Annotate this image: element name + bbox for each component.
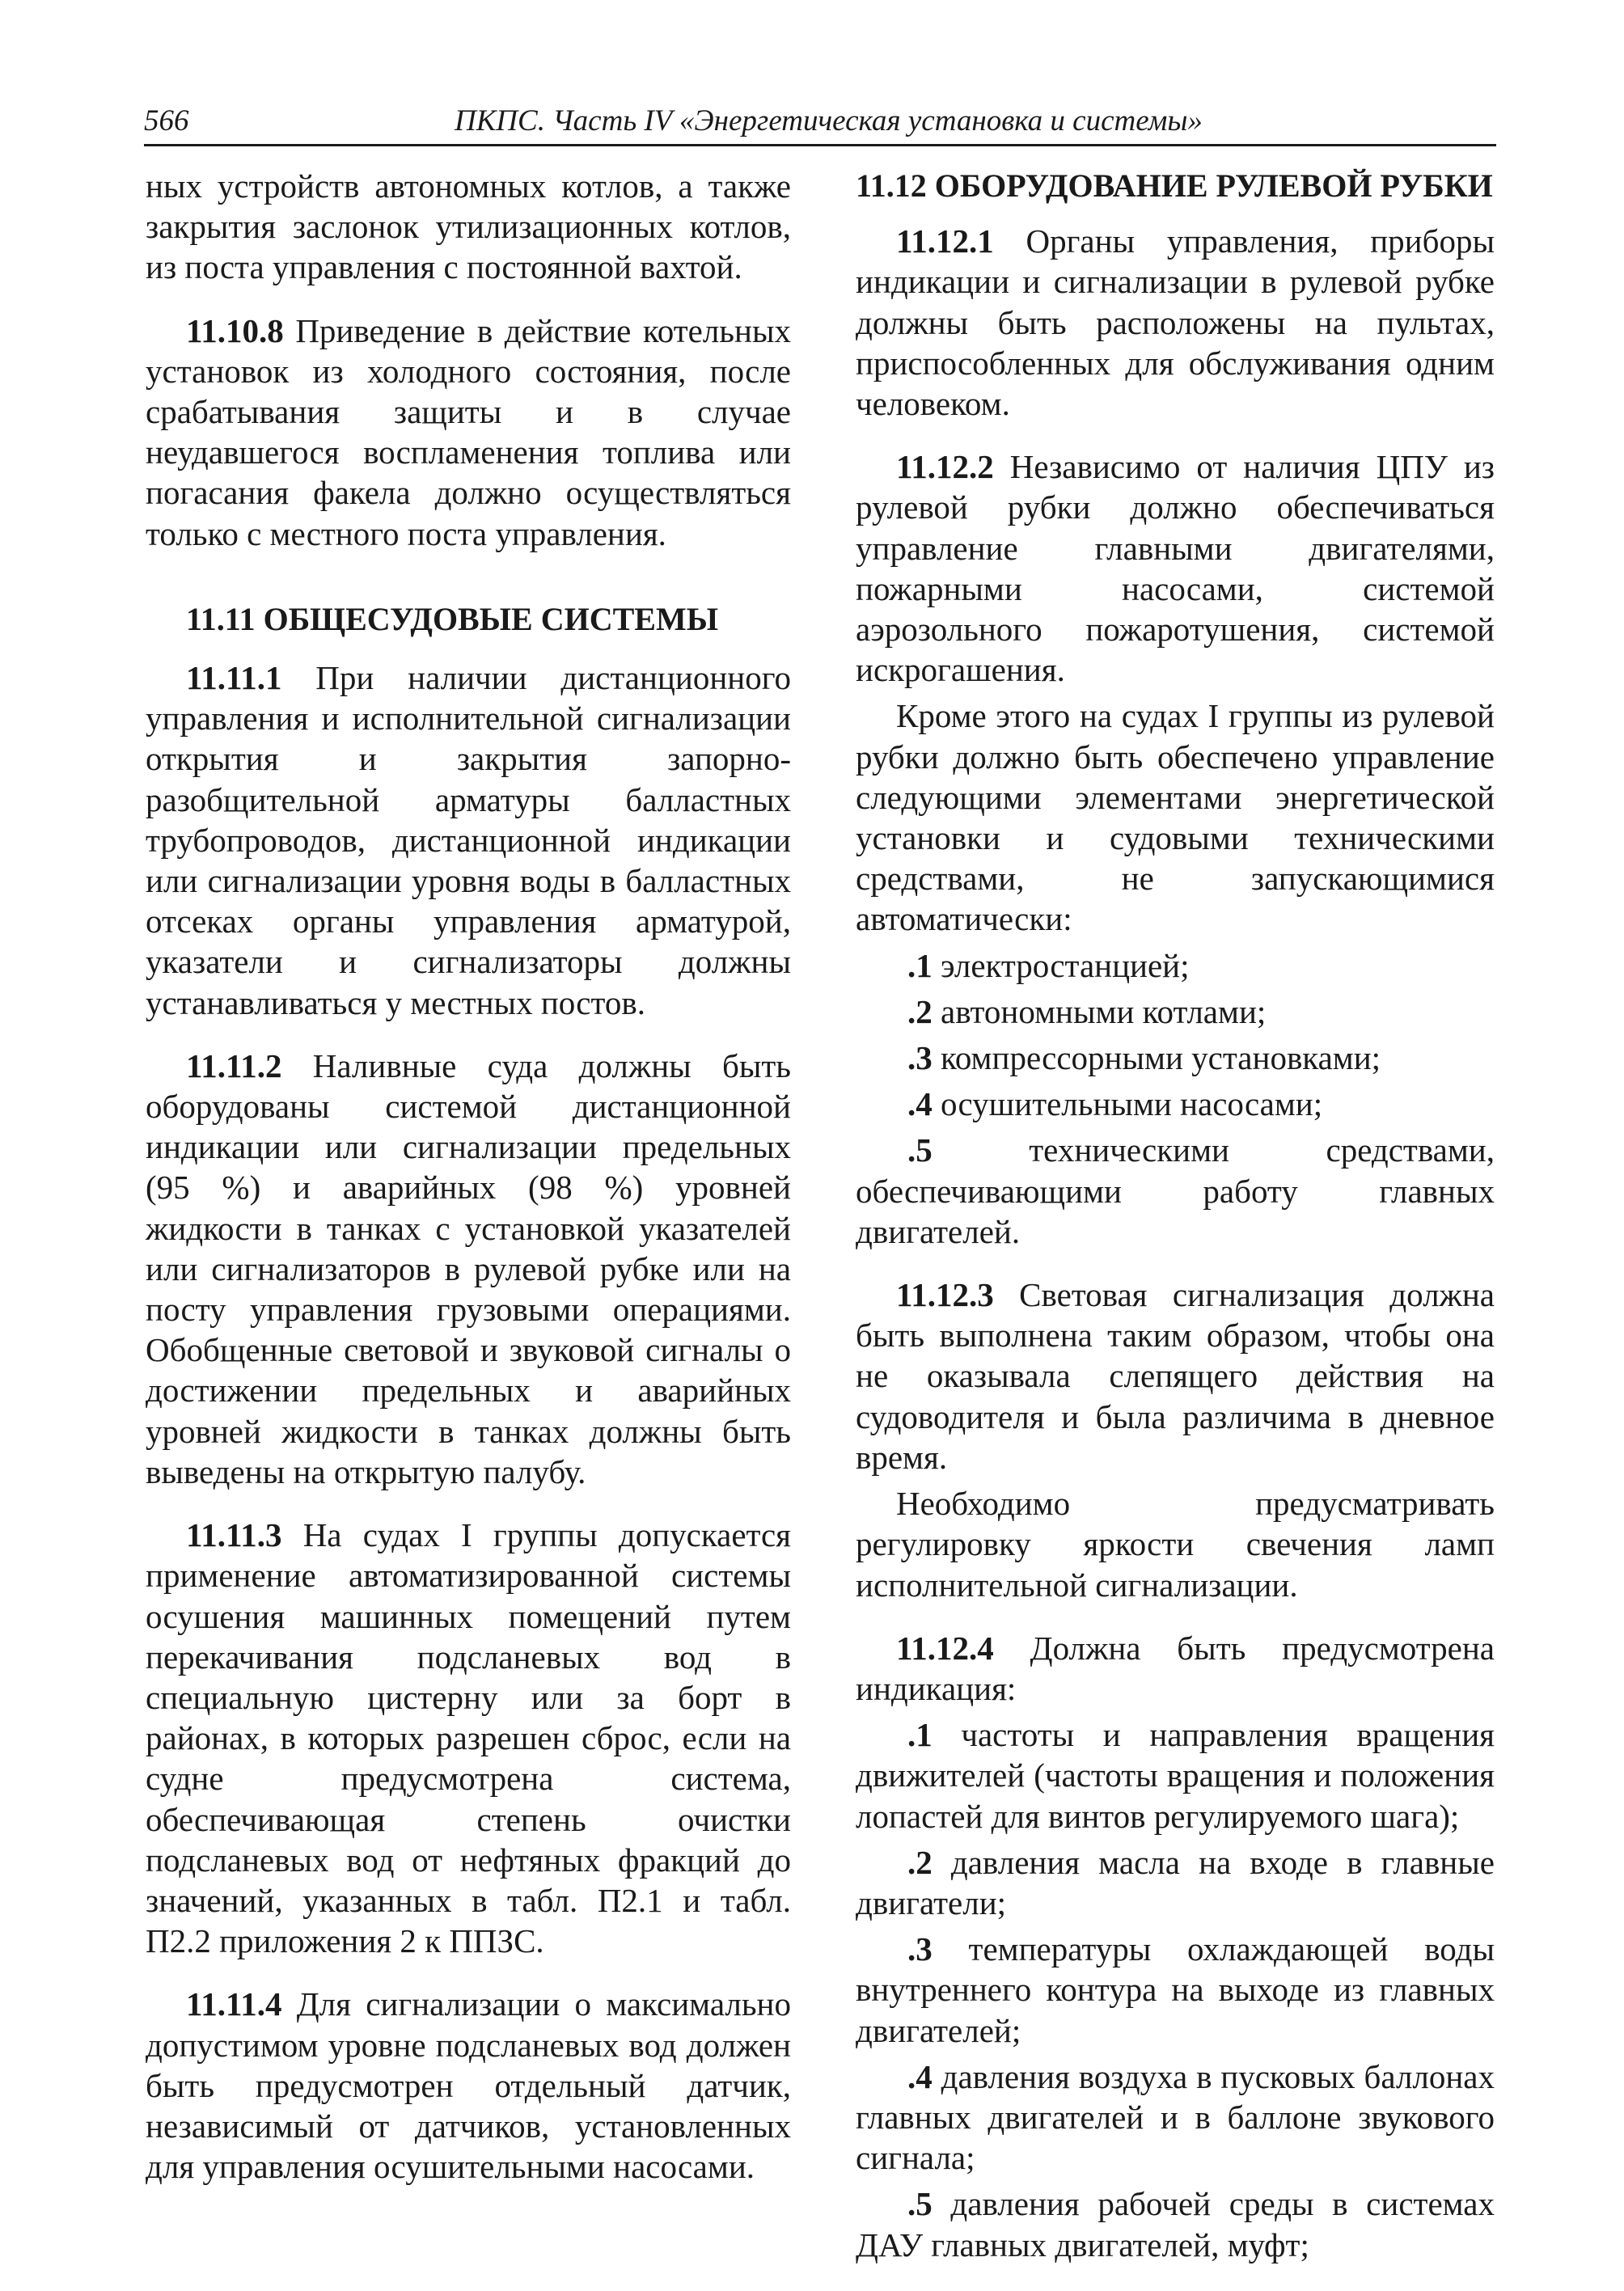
clause-text: На судах I группы допускается применение автоматизированной системы осушения машинных помещений путем перекачивания подсланевых вод в специальную цистерну или за борт в районах, в которых разрешен сброс, если на судне предусмотрена система, обеспечивающая степень очистки подсланевых вод от нефтяных фракций до значений, указанных в табл. П2.1 и табл. П2.2 приложения 2 к ППЗС.: [146, 1516, 791, 1960]
clause-text: Приведение в действие котельных установок из холодного состояния, после срабатывания защиты и в случае неудавшегося воспламенения топлива или погасания факела должно осуществляться только с местного поста управления.: [146, 311, 791, 552]
list-marker: .2: [907, 1843, 933, 1881]
clause-text: Наливные суда должны быть оборудованы системой дистанционной индикации или сигнализации предельных (95 %) и аварийных (98 %) уровней жидкости в танках с установкой указателей или сигнализаторов в рулевой рубке или на посту управления грузовыми операциями. Обобщенные световой и звуковой сигналы о достижении предельных и аварийных уровней жидкости в танках должны быть выведены на открытую палубу.: [146, 1046, 791, 1490]
left-column: [146, 166, 791, 2187]
running-title: ПКПС. Часть IV «Энергетическая установка и системы»: [455, 104, 1203, 137]
list-item-text: техническими средствами, обеспечивающими работу главных двигателей.: [856, 1131, 1495, 1250]
list-item: [856, 2056, 1495, 2179]
clause-number: 11.10.8: [186, 311, 284, 349]
paragraph-11-12-2-continued: Кроме этого на судах I группы из рулевой рубки должно быть обеспечено управление следующими элементами энергетической установки и судовыми техническими средствами, не запускающимися автоматически:: [856, 697, 1495, 938]
paragraph-11-11-2: [146, 1046, 791, 1492]
paragraph-11-10-8: [146, 311, 791, 554]
list-item-text: давления масла на входе в главные двигатели;: [856, 1843, 1495, 1921]
list-marker: .3: [907, 1039, 933, 1077]
list-marker: .2: [907, 992, 933, 1030]
list-item: [856, 1714, 1495, 1837]
clause-number: 11.11.3: [186, 1516, 282, 1554]
list-item: [856, 1929, 1495, 2051]
list-item: [856, 2183, 1495, 2264]
paragraph-continuation: ных устройств автономных котлов, а также закрытия заслонок утилизационных котлов, из поста управления с постоянной вахтой.: [146, 167, 791, 286]
page-header: [144, 104, 1496, 146]
list-marker: .1: [907, 946, 933, 984]
list-item: [856, 945, 1495, 986]
paragraph-11-12-3: [856, 1274, 1495, 1477]
paragraph-11-12-1: [856, 221, 1495, 424]
page-number: 566: [144, 104, 189, 137]
clause-number: 11.11.1: [186, 659, 282, 697]
section-heading-11-12: 11.12 ОБОРУДОВАНИЕ РУЛЕВОЙ РУБКИ: [856, 167, 1493, 204]
clause-number: 11.12.2: [896, 448, 994, 486]
list-marker: .1: [907, 1716, 933, 1754]
list-item-text: электростанцией;: [932, 946, 1190, 984]
list-item-text: давления воздуха в пусковых баллонах главных двигателей и в баллоне звукового сигнала;: [856, 2057, 1495, 2177]
list-item-text: осушительными насосами;: [932, 1085, 1323, 1123]
list-item-text: температуры охлаждающей воды внутреннего контура на выходе из главных двигателей;: [856, 1930, 1495, 2049]
clause-number: 11.11.2: [186, 1046, 282, 1084]
list-item-text: давления рабочей среды в системах ДАУ главных двигателей, муфт;: [856, 2185, 1495, 2264]
list-marker: .5: [907, 2185, 933, 2223]
paragraph-11-12-3-continued: Необходимо предусматривать регулировку яркости свечения ламп исполнительной сигнализации.: [856, 1485, 1495, 1604]
clause-text: Органы управления, приборы индикации и сигнализации в рулевой рубке должны быть расположены на пультах, приспособленных для обслуживания одним человеком.: [856, 222, 1495, 423]
clause-number: 11.12.1: [896, 222, 994, 260]
section-heading-11-11: 11.11 ОБЩЕСУДОВЫЕ СИСТЕМЫ: [186, 600, 718, 637]
clause-number: 11.12.4: [896, 1629, 994, 1667]
clause-text: Должна быть предусмотрена индикация:: [856, 1629, 1495, 1707]
clause-text: Световая сигнализация должна быть выполнена таким образом, чтобы она не оказывала слепящего действия на судоводителя и была различима в дневное время.: [856, 1276, 1495, 1476]
list-marker: .5: [907, 1131, 933, 1169]
list-item: [856, 1084, 1495, 1124]
clause-text: Независимо от наличия ЦПУ из рулевой рубки должно обеспечиваться управление главными двигателями, пожарными насосами, системой аэрозольного пожаротушения, системой искрогашения.: [856, 448, 1495, 689]
list-item-text: частоты и направления вращения движителей (частоты вращения и положения лопастей для винтов регулируемого шага);: [856, 1716, 1495, 1835]
clause-number: 11.12.3: [896, 1276, 994, 1314]
list-item: [856, 991, 1495, 1032]
list-item: [856, 1130, 1495, 1252]
list-item-text: компрессорными установками;: [932, 1039, 1381, 1077]
list-marker: .4: [907, 2057, 933, 2095]
list-marker: .3: [907, 1930, 933, 1968]
clause-number: 11.11.4: [186, 1985, 282, 2023]
list-marker: .4: [907, 1085, 933, 1123]
list-item: [856, 1842, 1495, 1923]
paragraph-11-12-2: [856, 446, 1495, 690]
clause-text: При наличии дистанционного управления и исполнительной сигнализации открытия и закрытия запорно-разобщительной арматуры балластных трубопроводов, дистанционной индикации или сигнализации уровня воды в балластных отсеках органы управления арматурой, указатели и сигнализаторы должны устанавливаться у местных постов.: [146, 659, 791, 1021]
paragraph-11-11-1: [146, 657, 791, 1023]
paragraph-11-11-3: [146, 1515, 791, 1961]
clause-text: Для сигнализации о максимально допустимом уровне подсланевых вод должен быть предусмотрен отдельный датчик, независимый от датчиков, установленных для управления осушительными насосами.: [146, 1985, 791, 2186]
list-item-text: автономными котлами;: [932, 992, 1267, 1030]
paragraph-11-11-4: [146, 1984, 791, 2187]
right-column: [856, 166, 1495, 2265]
list-item: [856, 1038, 1495, 1078]
paragraph-11-12-4: [856, 1628, 1495, 1709]
